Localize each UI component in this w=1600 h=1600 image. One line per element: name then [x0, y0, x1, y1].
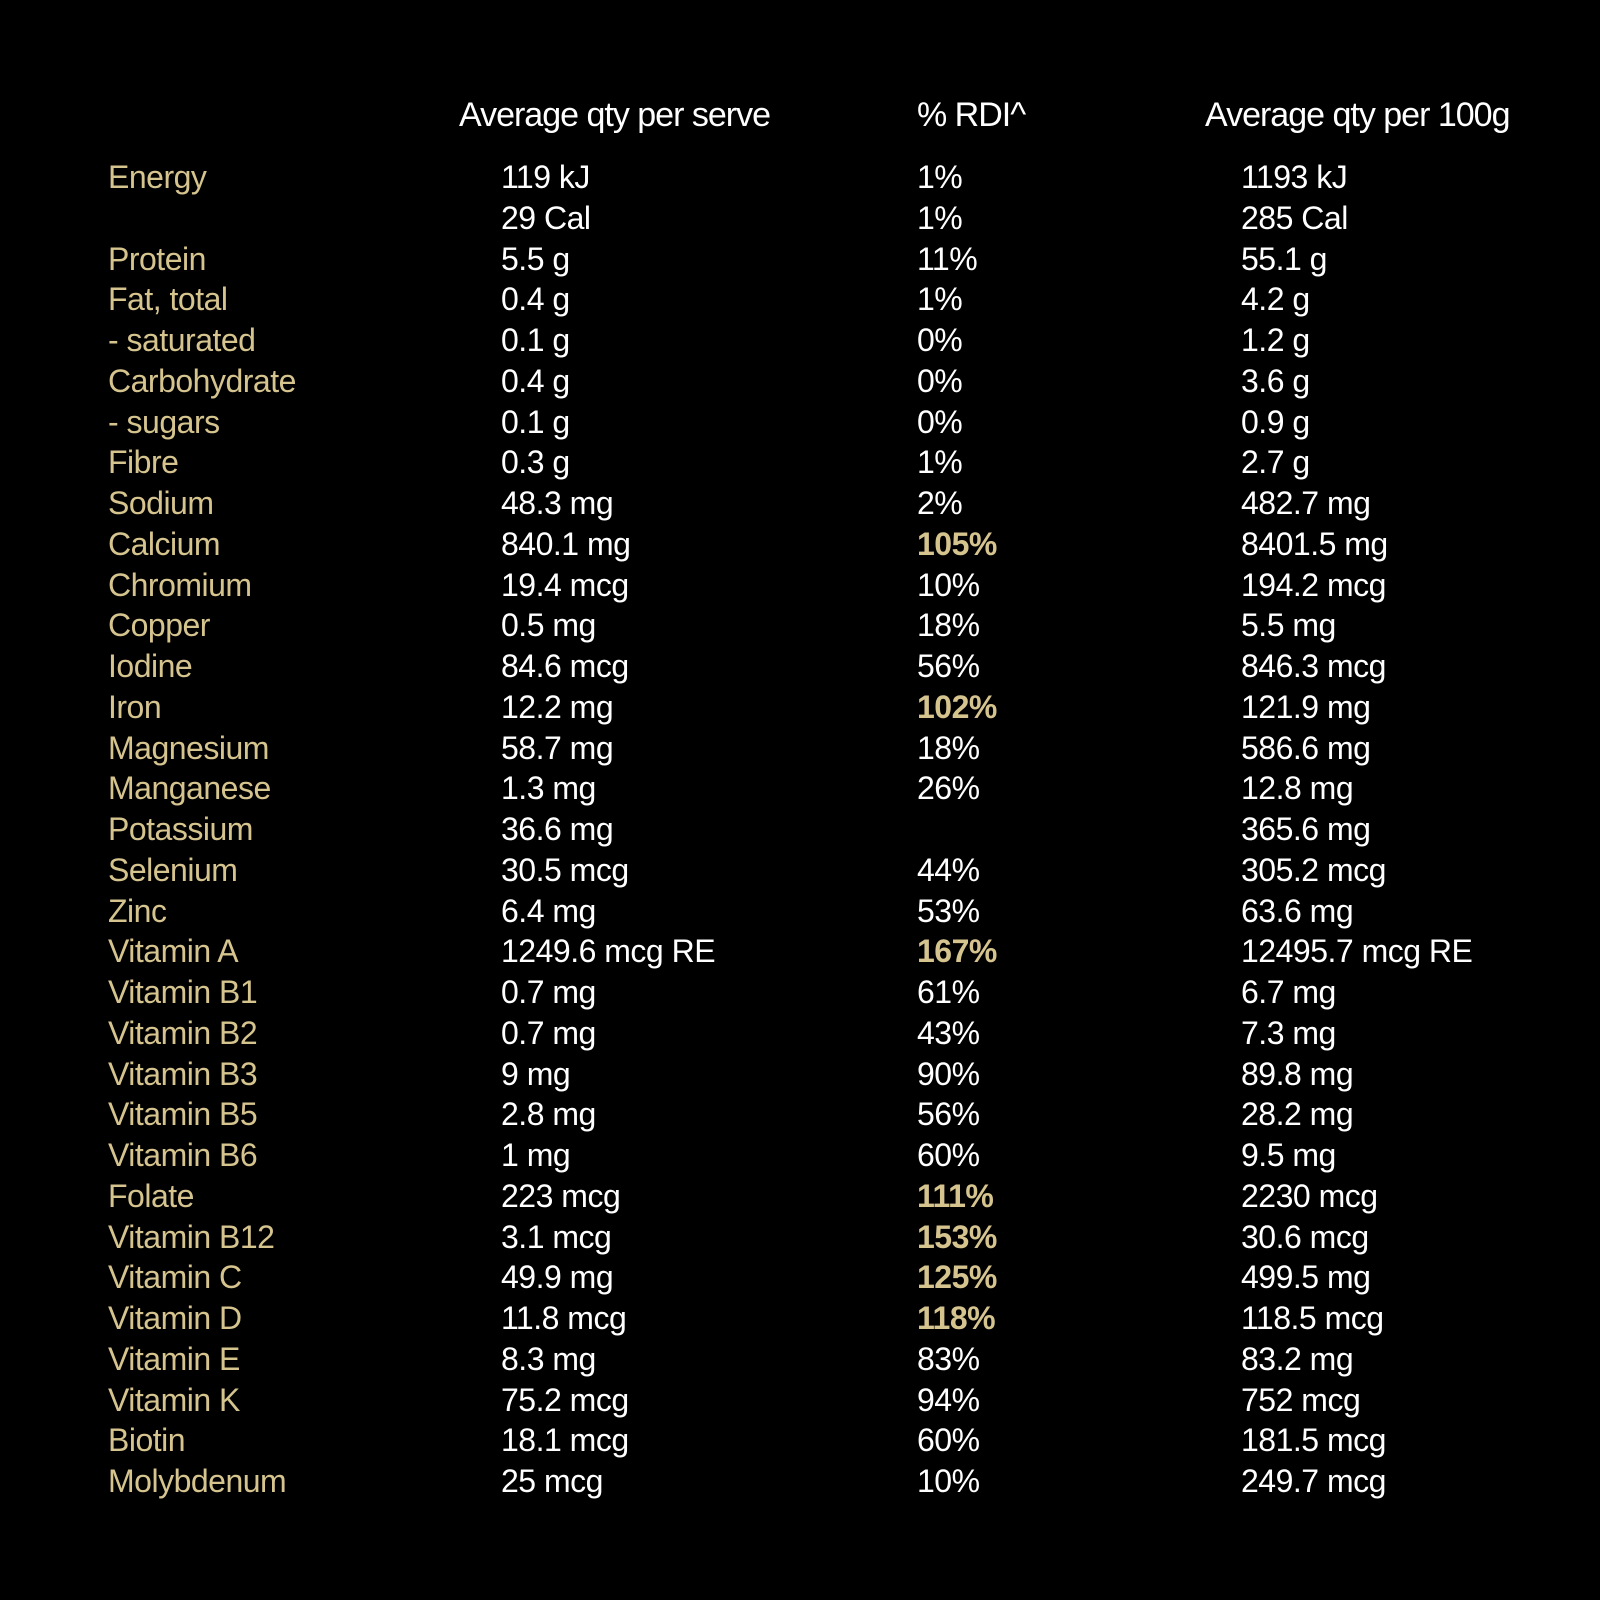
table-row [0, 565, 1600, 606]
nutrient-rows [0, 157, 1600, 1502]
qty-per-serve: 84.6 mcg [501, 648, 629, 684]
table-row [0, 1339, 1600, 1380]
rdi-percent: 11% [917, 240, 978, 277]
qty-per-100g: 181.5 mcg [1241, 1422, 1386, 1459]
qty-per-serve: 19.4 mcg [501, 566, 629, 603]
qty-per-serve: 6.4 mg [501, 892, 596, 929]
rdi-percent: 44% [917, 851, 980, 888]
rdi-percent: 56% [917, 648, 980, 684]
table-row [0, 972, 1600, 1013]
qty-per-100g: 3.6 g [1241, 362, 1310, 399]
qty-per-100g: 28.2 mg [1241, 1096, 1354, 1133]
qty-per-100g: 365.6 mg [1241, 811, 1371, 847]
rdi-percent: 111% [917, 1177, 994, 1214]
nutrient-name: Protein [108, 240, 206, 277]
rdi-percent: 1% [917, 281, 963, 318]
nutrient-name: Iron [108, 688, 162, 725]
qty-per-100g: 482.7 mg [1241, 485, 1371, 521]
table-row [0, 768, 1600, 809]
qty-per-serve: 12.2 mg [501, 688, 614, 725]
table-row [0, 1176, 1600, 1217]
qty-per-serve: 8.3 mg [501, 1340, 596, 1377]
nutrient-name: Copper [108, 607, 210, 644]
rdi-percent: 18% [917, 729, 980, 766]
qty-per-serve: 2.8 mg [501, 1096, 596, 1133]
nutrient-name: Magnesium [108, 729, 269, 766]
qty-per-serve: 49.9 mg [501, 1259, 614, 1296]
nutrient-name: Vitamin D [108, 1300, 242, 1336]
qty-per-serve: 48.3 mg [501, 485, 614, 521]
rdi-percent: 118% [917, 1300, 996, 1336]
nutrient-name: Carbohydrate [108, 362, 296, 399]
rdi-percent: 60% [917, 1137, 980, 1173]
table-row [0, 198, 1600, 239]
table-row [0, 1461, 1600, 1502]
nutrient-name: Vitamin K [108, 1381, 240, 1418]
qty-per-100g: 2.7 g [1241, 444, 1310, 481]
nutrient-name: Manganese [108, 770, 271, 807]
qty-per-100g: 285 Cal [1241, 199, 1348, 236]
qty-per-100g: 5.5 mg [1241, 607, 1336, 644]
qty-per-serve: 0.5 mg [501, 607, 596, 644]
nutrient-name: Vitamin E [108, 1340, 240, 1377]
qty-per-serve: 0.3 g [501, 444, 570, 481]
table-row [0, 850, 1600, 891]
table-row [0, 442, 1600, 483]
qty-per-serve: 5.5 g [501, 240, 570, 277]
nutrient-name: Selenium [108, 851, 238, 888]
table-row [0, 1135, 1600, 1176]
header-rdi: % RDI^ [917, 96, 1026, 134]
nutrient-name: Biotin [108, 1422, 186, 1459]
rdi-percent: 125% [917, 1259, 997, 1296]
rdi-percent: 102% [917, 688, 997, 725]
qty-per-100g: 9.5 mg [1241, 1137, 1336, 1173]
qty-per-serve: 29 Cal [501, 199, 591, 236]
rdi-percent: 83% [917, 1340, 980, 1377]
nutrient-name: - saturated [108, 322, 256, 358]
qty-per-serve: 1249.6 mcg RE [501, 933, 716, 970]
rdi-percent: 56% [917, 1096, 980, 1133]
nutrient-name: Sodium [108, 485, 214, 521]
header-per-100g: Average qty per 100g [1205, 96, 1510, 134]
rdi-percent: 1% [917, 159, 963, 195]
nutrient-name: Energy [108, 159, 207, 195]
table-row [0, 239, 1600, 280]
qty-per-100g: 586.6 mg [1241, 729, 1371, 766]
table-row [0, 279, 1600, 320]
qty-per-100g: 6.7 mg [1241, 974, 1336, 1010]
qty-per-100g: 2230 mcg [1241, 1177, 1378, 1214]
nutrient-name: Fibre [108, 444, 179, 481]
qty-per-serve: 0.4 g [501, 362, 570, 399]
qty-per-100g: 846.3 mcg [1241, 648, 1386, 684]
column-header-row [0, 96, 1600, 148]
table-row [0, 361, 1600, 402]
nutrient-name: Potassium [108, 811, 253, 847]
table-row [0, 483, 1600, 524]
rdi-percent: 2% [917, 485, 963, 521]
qty-per-100g: 249.7 mcg [1241, 1463, 1386, 1499]
qty-per-serve: 18.1 mcg [501, 1422, 629, 1459]
qty-per-100g: 63.6 mg [1241, 892, 1354, 929]
nutrient-name: - sugars [108, 403, 220, 440]
rdi-percent: 0% [917, 322, 963, 358]
qty-per-100g: 12.8 mg [1241, 770, 1354, 807]
qty-per-serve: 0.1 g [501, 322, 570, 358]
rdi-percent: 10% [917, 1463, 980, 1499]
qty-per-100g: 12495.7 mcg RE [1241, 933, 1473, 970]
nutrient-name: Zinc [108, 892, 167, 929]
qty-per-100g: 752 mcg [1241, 1381, 1361, 1418]
rdi-percent: 10% [917, 566, 980, 603]
table-row [0, 605, 1600, 646]
rdi-percent: 153% [917, 1218, 997, 1255]
qty-per-serve: 11.8 mcg [501, 1300, 627, 1336]
nutrient-name: Vitamin B5 [108, 1096, 258, 1133]
nutrient-name: Vitamin B1 [108, 974, 258, 1010]
qty-per-serve: 0.4 g [501, 281, 570, 318]
qty-per-100g: 83.2 mg [1241, 1340, 1354, 1377]
qty-per-100g: 118.5 mcg [1241, 1300, 1384, 1336]
qty-per-serve: 0.7 mg [501, 974, 596, 1010]
qty-per-serve: 75.2 mcg [501, 1381, 629, 1418]
qty-per-100g: 4.2 g [1241, 281, 1310, 318]
qty-per-serve: 223 mcg [501, 1177, 621, 1214]
nutrient-name: Iodine [108, 648, 193, 684]
rdi-percent: 18% [917, 607, 980, 644]
rdi-percent: 26% [917, 770, 980, 807]
nutrient-name: Molybdenum [108, 1463, 287, 1499]
table-row [0, 931, 1600, 972]
qty-per-100g: 499.5 mg [1241, 1259, 1371, 1296]
qty-per-100g: 55.1 g [1241, 240, 1327, 277]
table-row [0, 1013, 1600, 1054]
table-row [0, 1257, 1600, 1298]
qty-per-100g: 194.2 mcg [1241, 566, 1386, 603]
qty-per-100g: 30.6 mcg [1241, 1218, 1369, 1255]
nutrient-name: Vitamin A [108, 933, 239, 970]
qty-per-100g: 1193 kJ [1241, 159, 1348, 195]
table-row [0, 1054, 1600, 1095]
table-row [0, 1420, 1600, 1461]
rdi-percent: 90% [917, 1055, 980, 1092]
qty-per-100g: 8401.5 mg [1241, 525, 1388, 562]
table-row [0, 728, 1600, 769]
table-row [0, 402, 1600, 443]
table-row [0, 524, 1600, 565]
table-row [0, 687, 1600, 728]
qty-per-100g: 7.3 mg [1241, 1014, 1336, 1051]
rdi-percent: 1% [917, 444, 963, 481]
table-row [0, 1380, 1600, 1421]
qty-per-serve: 840.1 mg [501, 525, 631, 562]
rdi-percent: 0% [917, 403, 963, 440]
nutrient-name: Vitamin C [108, 1259, 242, 1296]
rdi-percent: 1% [917, 199, 963, 236]
rdi-percent: 0% [917, 362, 963, 399]
table-row [0, 1094, 1600, 1135]
rdi-percent: 60% [917, 1422, 980, 1459]
qty-per-serve: 3.1 mcg [501, 1218, 612, 1255]
rdi-percent: 167% [917, 933, 997, 970]
qty-per-serve: 0.7 mg [501, 1014, 596, 1051]
table-row [0, 1298, 1600, 1339]
nutrient-name: Vitamin B2 [108, 1014, 258, 1051]
qty-per-serve: 1 mg [501, 1137, 571, 1173]
nutrient-name: Vitamin B3 [108, 1055, 258, 1092]
nutrient-name: Vitamin B12 [108, 1218, 275, 1255]
table-row [0, 320, 1600, 361]
qty-per-serve: 36.6 mg [501, 811, 614, 847]
rdi-percent: 61% [917, 974, 980, 1010]
rdi-percent: 94% [917, 1381, 980, 1418]
qty-per-serve: 30.5 mcg [501, 851, 629, 888]
qty-per-100g: 0.9 g [1241, 403, 1310, 440]
qty-per-100g: 1.2 g [1241, 322, 1310, 358]
table-row [0, 809, 1600, 850]
qty-per-serve: 58.7 mg [501, 729, 614, 766]
rdi-percent: 105% [917, 525, 997, 562]
qty-per-100g: 89.8 mg [1241, 1055, 1354, 1092]
table-row [0, 891, 1600, 932]
qty-per-serve: 9 mg [501, 1055, 571, 1092]
qty-per-serve: 25 mcg [501, 1463, 603, 1499]
qty-per-serve: 119 kJ [501, 159, 590, 195]
qty-per-100g: 121.9 mg [1241, 688, 1371, 725]
table-row [0, 1217, 1600, 1258]
nutrient-name: Folate [108, 1177, 194, 1214]
nutrient-name: Fat, total [108, 281, 228, 318]
qty-per-serve: 1.3 mg [501, 770, 596, 807]
nutrient-name: Calcium [108, 525, 221, 562]
nutrient-name: Vitamin B6 [108, 1137, 258, 1173]
rdi-percent: 43% [917, 1014, 980, 1051]
qty-per-100g: 305.2 mcg [1241, 851, 1386, 888]
table-row [0, 157, 1600, 198]
table-row [0, 646, 1600, 687]
header-per-serve: Average qty per serve [459, 96, 770, 134]
nutrient-name: Chromium [108, 566, 252, 603]
rdi-percent: 53% [917, 892, 980, 929]
qty-per-serve: 0.1 g [501, 403, 570, 440]
